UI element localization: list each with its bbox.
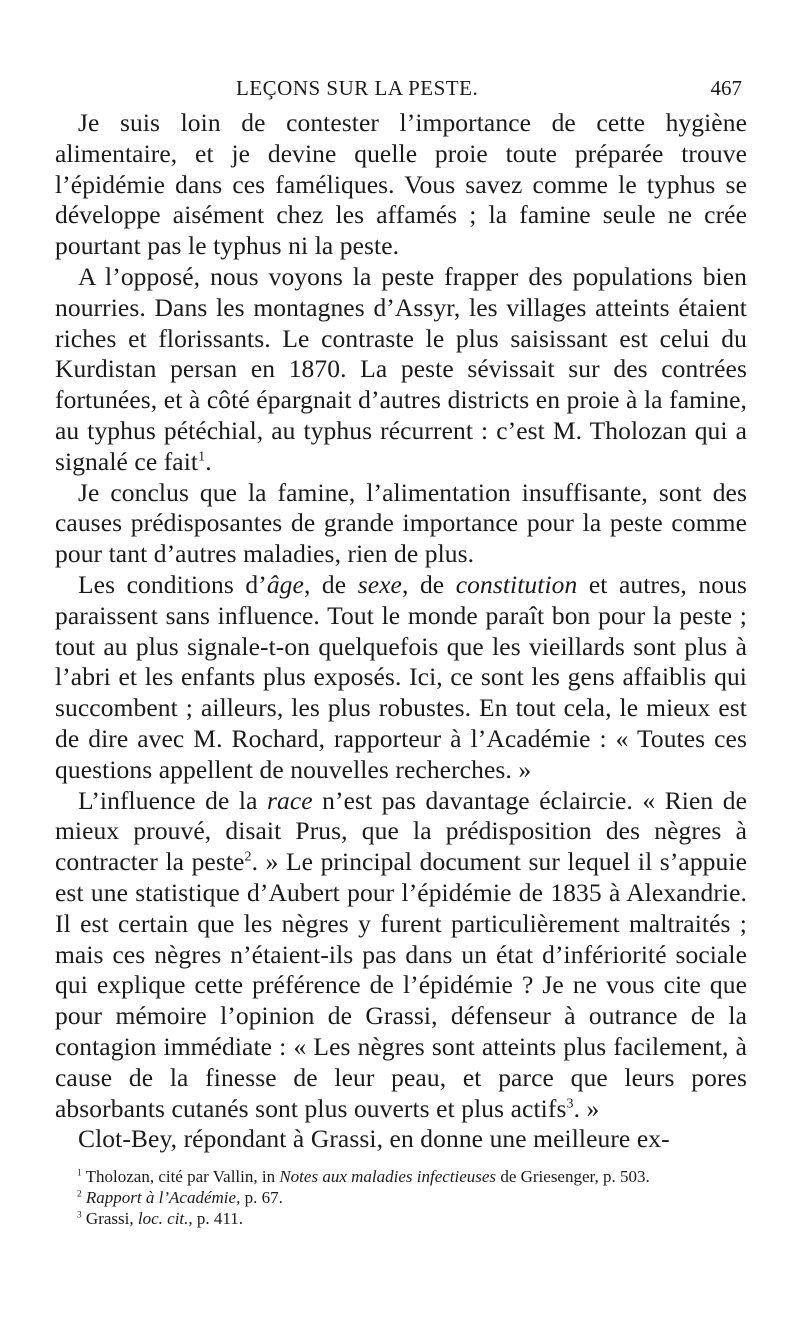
paragraph xyxy=(55,478,747,570)
footnote-marker: 2 xyxy=(77,1189,82,1200)
italic-text: Rapport à l’Académie xyxy=(85,1188,237,1207)
text-run: Les conditions d’ xyxy=(78,569,267,599)
text-run: et autres, nous paraissent sans influence. Tout le monde paraît bon pour la peste ; tout au plus signale-t-on quelquefois que les vieillards sont plus à l’abri et les enfants plus exposés. Ici, ce sont les gens affaiblis qui succombent ; ailleurs, les plus robustes. En tout cela, le mieux est de dire avec M. Rochard, rapporteur à l’Académie : « Toutes ces questions appellent de nouvelles recherches. » xyxy=(55,569,747,784)
text-run: Je conclus que la famine, l’alimentation insuffisante, sont des causes prédisposantes de grande importance pour la peste comme pour tant d’autres maladies, rien de plus. xyxy=(55,477,747,569)
text-run: Je suis loin de contester l’importance de cette hygiène alimentaire, et je devine quelle proie toute préparée trouve l’épidémie dans ces faméliques. Vous savez comme le typhus se développe aisément chez les affamés ; la famine seule ne crée pourtant pas le typhus ni la peste. xyxy=(55,108,747,261)
text-run: de Griesenger, p. 503. xyxy=(496,1167,650,1186)
paragraph xyxy=(55,108,747,262)
paragraph xyxy=(55,786,747,1125)
footnote-marker: 2 xyxy=(244,849,252,865)
footnote-marker: 1 xyxy=(198,449,206,465)
text-run: A l’opposé, nous voyons la peste frapper des populations bien nourries. Dans les montagnes d’Assyr, les villages atteints étaient riches et florissants. Le contraste le plus saisissant est celui du Kurdistan persan en 1870. La peste sévissait sur des contrées fortunées, et à côté épargnait d’autres districts en proie à la famine, au typhus pétéchial, au typhus récurrent : c’est M. Tholozan qui a signalé ce fait xyxy=(55,261,747,476)
text-run: . xyxy=(205,446,212,476)
italic-text: âge xyxy=(266,569,304,599)
running-title: LEÇONS SUR LA PESTE. xyxy=(236,76,479,100)
footnote xyxy=(55,1187,747,1208)
text-run: Grassi, xyxy=(81,1209,138,1228)
footnote-marker: 3 xyxy=(566,1096,574,1111)
footnote xyxy=(55,1208,747,1229)
italic-text: race xyxy=(266,785,313,815)
text-run: . » xyxy=(573,1093,600,1123)
running-header xyxy=(55,68,747,108)
italic-text: sexe xyxy=(357,569,402,599)
paragraph xyxy=(55,262,747,478)
page-number: 467 xyxy=(710,76,742,100)
italic-text: loc. cit. xyxy=(137,1209,189,1228)
text-run: , de xyxy=(401,569,456,599)
italic-text: constitution xyxy=(455,569,578,599)
footnote-marker: 3 xyxy=(77,1210,82,1221)
page xyxy=(55,68,747,1155)
text-run: n’est pas davantage éclaircie. « Rien de mieux prouvé, disait Prus, que la prédisposition des nègres à contracter la peste xyxy=(55,785,747,877)
text-run: L’influence de la xyxy=(78,785,267,815)
italic-text: Notes aux maladies infectieuses xyxy=(279,1167,497,1186)
footnotes xyxy=(55,1166,747,1229)
paragraph xyxy=(55,570,747,786)
text-run: , p. 411. xyxy=(188,1209,244,1228)
footnote xyxy=(55,1166,747,1187)
text-run: , p. 67. xyxy=(236,1188,283,1207)
text-run: Tholozan, cité par Vallin, in xyxy=(81,1167,280,1186)
paragraph xyxy=(55,1124,747,1155)
text-run: . » Le principal document sur lequel il s’appuie est une statistique d’Aubert pour l’épidémie de 1835 à Alexandrie. Il est certain que les nègres y furent particulièrement maltraités ; mais ces nègres n’étaient-ils pas dans un état d’infériorité sociale qui explique cette préférence de l’épidémie ? Je ne vous cite que pour mémoire l’opinion de Grassi, défenseur à outrance de la contagion immédiate : « Les nègres sont atteints plus facilement, à cause de la finesse de leur peau, et parce que leurs pores absorbants cutanés sont plus ouverts et plus actifs xyxy=(55,847,747,1123)
footnote-marker: 1 xyxy=(77,1168,82,1179)
body-text xyxy=(55,108,747,1155)
text-run: Clot-Bey, répondant à Grassi, en donne une meilleure ex- xyxy=(78,1124,670,1154)
text-run: , de xyxy=(303,569,358,599)
